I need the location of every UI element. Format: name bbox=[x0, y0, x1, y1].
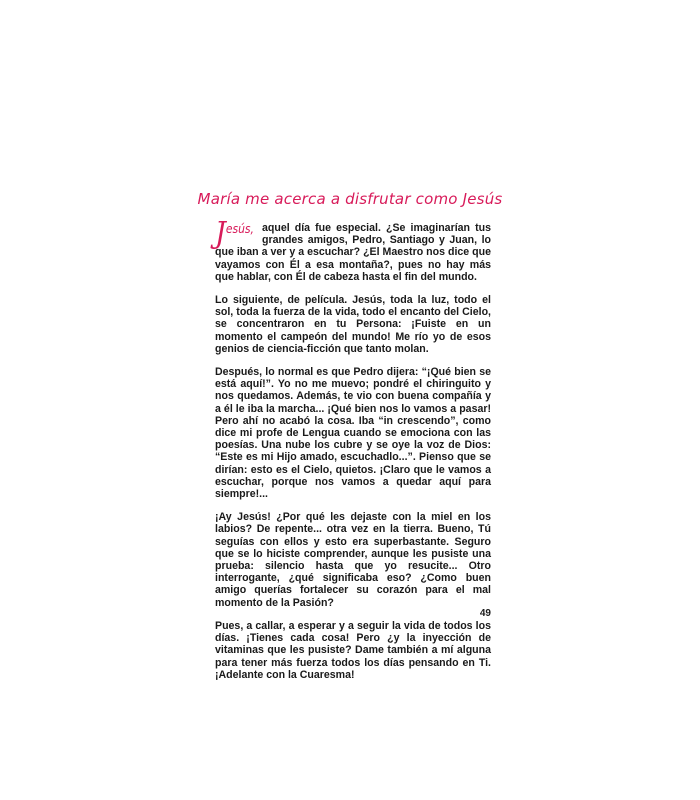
paragraph-5: Pues, a callar, a esperar y a seguir la vida de todos los días. ¡Tienes cada cosa! Pero ¿y la inyección de vitaminas que les pusiste? Dame también a mí alguna para tener más fuerza todos los días pensando en Ti. ¡Adelante con la Cuaresma! bbox=[215, 619, 491, 681]
drop-cap-block bbox=[215, 216, 254, 251]
paragraph-3: Después, lo normal es que Pedro dijera: “¡Qué bien se está aquí!”. Yo no me muevo; pondré el chiringuito y nos quedamos. Además, te vio con buena compañía y a él le iba la marcha... ¡Qué bien nos lo vamos a pasar! Pero ahí no acabó la cosa. Iba “in crescendo”, como dice mi profe de Lengua cuando se emociona con las poesías. Una nube los cubre y se oye la voz de Dios: “Este es mi Hijo amado, escuchadlo...”. Pienso que se dirían: esto es el Cielo, quietos. ¡Claro que le vamos a escuchar, porque nos vamos a quedar aquí para siempre!... bbox=[215, 366, 491, 501]
paragraph-4: ¡Ay Jesús! ¿Por qué les dejaste con la miel en los labios? De repente... otra vez en la tierra. Bueno, Tú seguías con ellos y esto era superbastante. Seguro que se lo hiciste comprender, aunque les pusiste una prueba: silencio hasta que yo resucite... Otro interrogante, ¿qué significaba eso? ¿Como buen amigo querías fortalecer su corazón para el mal momento de la Pasión? bbox=[215, 511, 491, 609]
paragraph-1 bbox=[215, 216, 491, 283]
paragraph-2: Lo siguiente, de película. Jesús, toda la luz, todo el sol, toda la fuerza de la vida, todo el encanto del Cielo, se concentraron en tu Persona: ¡Fuiste en un momento el campeón del mundo! Me río yo de esos genios de ciencia-ficción que tanto molan. bbox=[215, 294, 491, 355]
body-text bbox=[215, 216, 491, 692]
drop-cap-letter: J bbox=[215, 216, 226, 251]
chapter-title: María me acerca a disfrutar como Jesús bbox=[197, 190, 503, 208]
page-number: 49 bbox=[479, 608, 491, 619]
paragraph-1-text: aquel día fue especial. ¿Se imaginarían tus grandes amigos, Pedro, Santiago y Juan, lo que iban a ver y a escuchar? ¿El Maestro nos dice que vayamos con Él a esa montaña?, pues no hay más que hablar, con Él de cabeza hasta el fin del mundo. bbox=[215, 222, 491, 283]
drop-cap-word: esús, bbox=[225, 222, 254, 236]
